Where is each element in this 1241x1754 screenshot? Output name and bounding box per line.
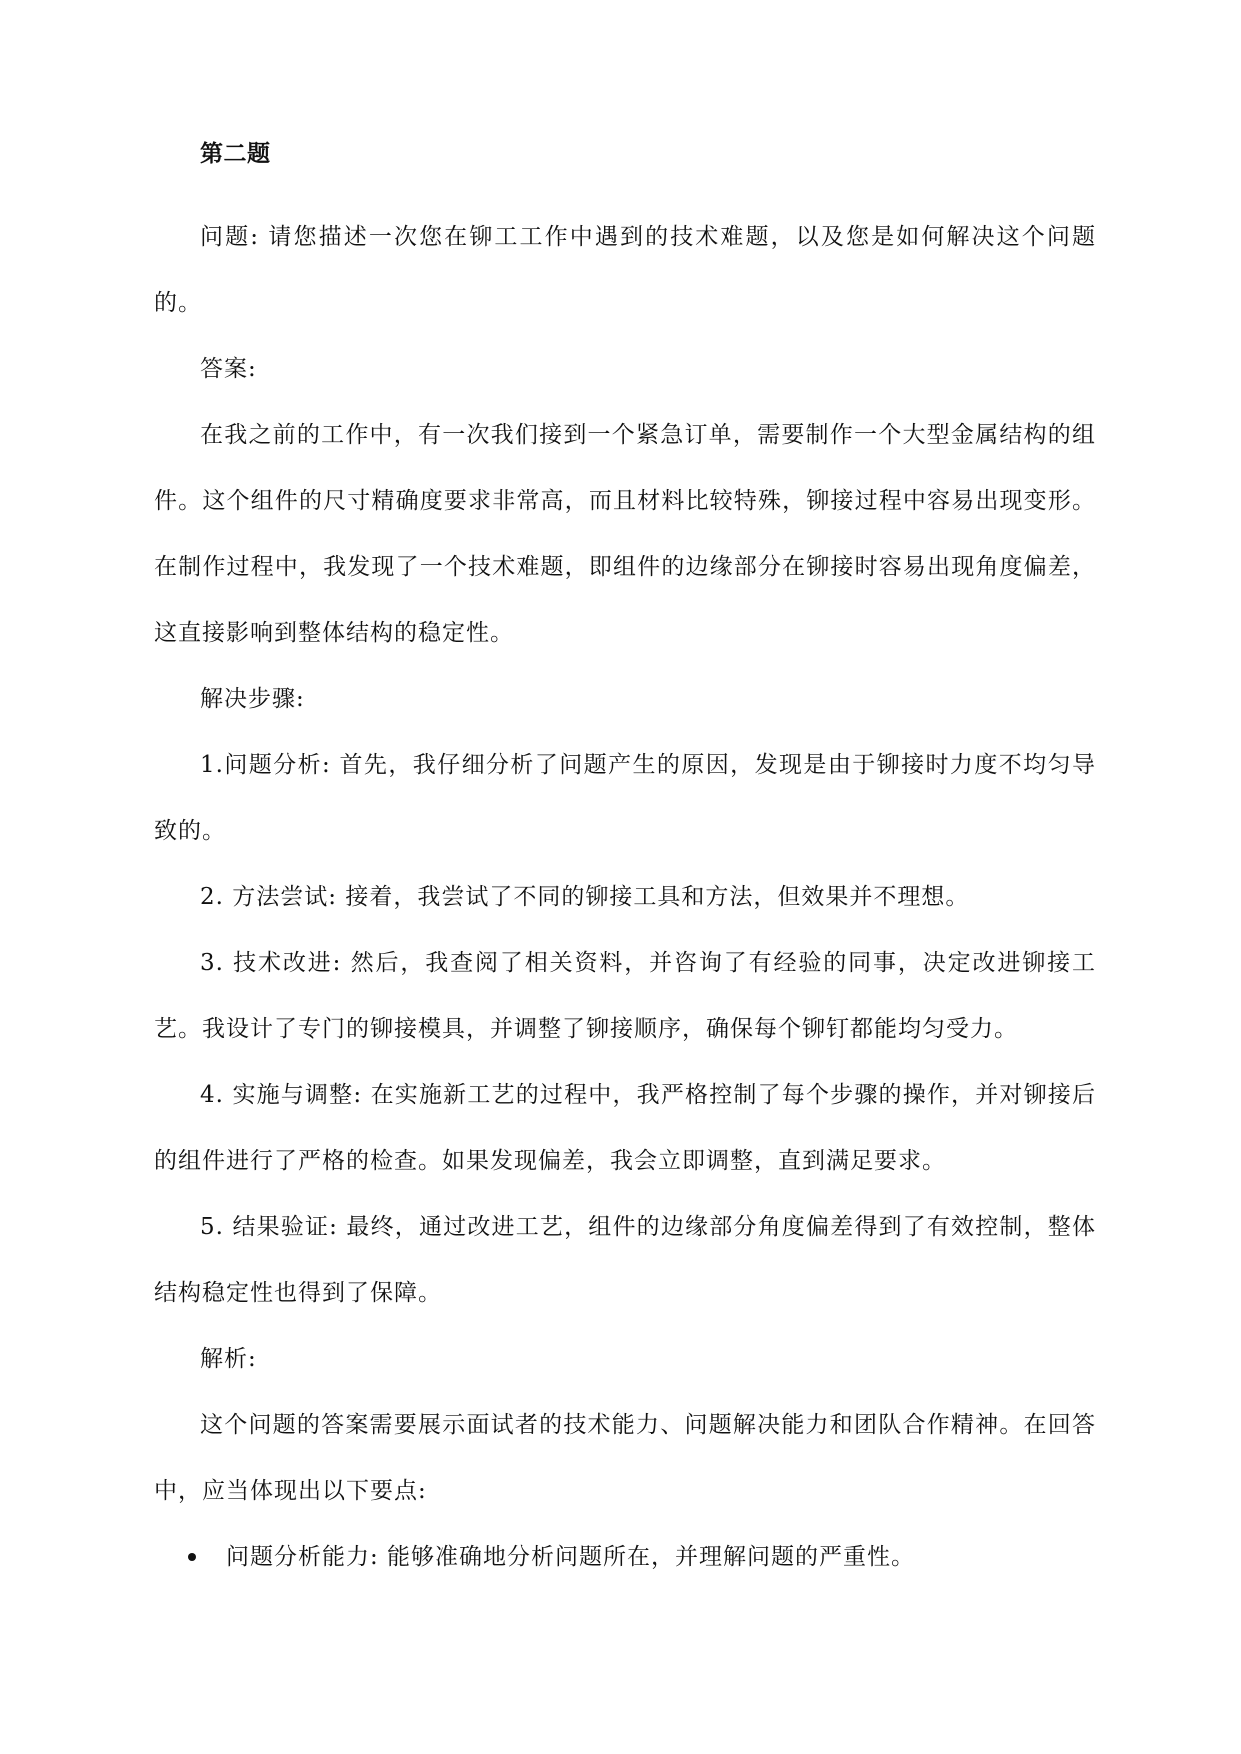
answer-label: 答案: bbox=[200, 356, 257, 382]
analysis-label: 解析: bbox=[200, 1346, 257, 1372]
step-4-paragraph: 4. 实施与调整: 在实施新工艺的过程中，我严格控制了每个步骤的操作，并对铆接后的组件进行了严格的检查。如果发现偏差，我会立即调整，直到满足要求。 bbox=[154, 1082, 1096, 1174]
step-3-paragraph: 3. 技术改进: 然后，我查阅了相关资料，并咨询了有经验的同事，决定改进铆接工艺。我设计了专门的铆接模具，并调整了铆接顺序，确保每个铆钉都能均匀受力。 bbox=[154, 950, 1096, 1042]
key-points-list bbox=[154, 1524, 1096, 1590]
list-item bbox=[154, 1524, 1096, 1590]
bullet-icon bbox=[188, 1553, 196, 1561]
answer-paragraph: 在我之前的工作中，有一次我们接到一个紧急订单，需要制作一个大型金属结构的组件。这个组件的尺寸精确度要求非常高，而且材料比较特殊，铆接过程中容易出现变形。在制作过程中，我发现了一个技术难题，即组件的边缘部分在铆接时容易出现角度偏差，这直接影响到整体结构的稳定性。 bbox=[154, 422, 1096, 646]
step-2-paragraph: 2. 方法尝试: 接着，我尝试了不同的铆接工具和方法，但效果并不理想。 bbox=[200, 884, 970, 910]
step-1-paragraph: 1.问题分析: 首先，我仔细分析了问题产生的原因，发现是由于铆接时力度不均匀导致的。 bbox=[154, 752, 1096, 844]
question-heading: 第二题 bbox=[200, 141, 271, 167]
step-5-paragraph: 5. 结果验证: 最终，通过改进工艺，组件的边缘部分角度偏差得到了有效控制，整体结构稳定性也得到了保障。 bbox=[154, 1214, 1096, 1306]
list-item-text: 问题分析能力: 能够准确地分析问题所在，并理解问题的严重性。 bbox=[226, 1544, 916, 1570]
analysis-paragraph: 这个问题的答案需要展示面试者的技术能力、问题解决能力和团队合作精神。在回答中，应当体现出以下要点: bbox=[154, 1412, 1096, 1504]
question-paragraph: 问题: 请您描述一次您在铆工工作中遇到的技术难题，以及您是如何解决这个问题的。 bbox=[154, 224, 1096, 316]
solution-steps-label: 解决步骤: bbox=[200, 686, 305, 712]
document-content bbox=[154, 140, 1096, 1590]
